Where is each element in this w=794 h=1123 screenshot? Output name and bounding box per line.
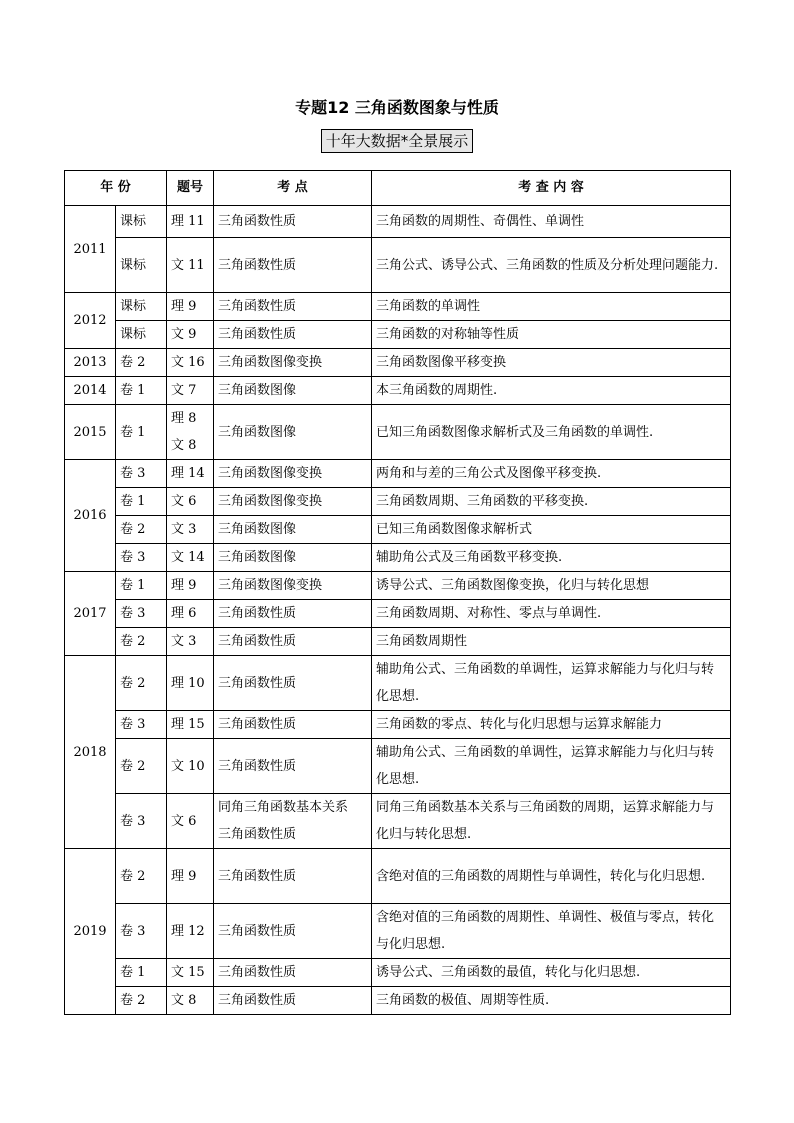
paper-cell: 课标 — [116, 206, 167, 238]
number-cell: 理 10 — [167, 656, 214, 711]
paper-cell: 卷 1 — [116, 488, 167, 516]
point-cell: 三角函数图像变换 — [214, 460, 372, 488]
number-cell: 理 8 文 8 — [167, 405, 214, 460]
number-cell: 文 8 — [167, 987, 214, 1015]
point-cell: 三角函数性质 — [214, 904, 372, 959]
content-cell: 已知三角函数图像求解析式 — [372, 516, 731, 544]
number-cell: 文 6 — [167, 488, 214, 516]
table-row — [65, 377, 731, 405]
paper-cell: 卷 2 — [116, 628, 167, 656]
paper-cell: 卷 2 — [116, 656, 167, 711]
paper-cell: 卷 3 — [116, 460, 167, 488]
table-row — [65, 794, 731, 849]
content-cell: 三角函数的极值、周期等性质. — [372, 987, 731, 1015]
paper-cell: 卷 1 — [116, 377, 167, 405]
table-row — [65, 488, 731, 516]
page-title: 专题12 三角函数图象与性质 — [295, 98, 499, 117]
header-year: 年 份 — [65, 171, 167, 206]
paper-cell: 卷 2 — [116, 516, 167, 544]
table-row — [65, 711, 731, 739]
content-cell: 三角函数的零点、转化与化归思想与运算求解能力 — [372, 711, 731, 739]
exam-table — [64, 170, 731, 1015]
point-cell: 三角函数图像 — [214, 405, 372, 460]
point-cell: 同角三角函数基本关系 三角函数性质 — [214, 794, 372, 849]
number-cell: 文 11 — [167, 238, 214, 293]
point-cell: 三角函数性质 — [214, 238, 372, 293]
number-cell: 理 9 — [167, 849, 214, 904]
table-row — [65, 321, 731, 349]
year-cell: 2019 — [65, 849, 116, 1015]
point-cell: 三角函数图像变换 — [214, 349, 372, 377]
table-row — [65, 656, 731, 711]
paper-cell: 卷 3 — [116, 904, 167, 959]
point-cell: 三角函数性质 — [214, 959, 372, 987]
point-cell: 三角函数图像 — [214, 516, 372, 544]
number-cell: 理 9 — [167, 293, 214, 321]
year-cell: 2017 — [65, 572, 116, 656]
paper-cell: 卷 2 — [116, 349, 167, 377]
point-cell: 三角函数性质 — [214, 206, 372, 238]
paper-cell: 卷 3 — [116, 544, 167, 572]
point-cell: 三角函数图像变换 — [214, 488, 372, 516]
number-cell: 文 10 — [167, 739, 214, 794]
content-cell: 诱导公式、三角函数图像变换，化归与转化思想 — [372, 572, 731, 600]
table-row — [65, 600, 731, 628]
point-cell: 三角函数性质 — [214, 987, 372, 1015]
section-banner: 十年大数据*全景展示 — [321, 129, 474, 153]
point-cell: 三角函数性质 — [214, 849, 372, 904]
year-cell: 2018 — [65, 656, 116, 849]
point-cell: 三角函数图像 — [214, 377, 372, 405]
point-cell: 三角函数性质 — [214, 600, 372, 628]
table-row — [65, 572, 731, 600]
point-cell: 三角函数性质 — [214, 739, 372, 794]
content-cell: 含绝对值的三角函数的周期性与单调性，转化与化归思想. — [372, 849, 731, 904]
table-row — [65, 987, 731, 1015]
table-row — [65, 349, 731, 377]
number-cell: 理 6 — [167, 600, 214, 628]
header-number: 题号 — [167, 171, 214, 206]
content-cell: 三角公式、诱导公式、三角函数的性质及分析处理问题能力. — [372, 238, 731, 293]
year-cell: 2016 — [65, 460, 116, 572]
content-cell: 已知三角函数图像求解析式及三角函数的单调性. — [372, 405, 731, 460]
content-cell: 三角函数图像平移变换 — [372, 349, 731, 377]
table-row — [65, 628, 731, 656]
content-cell: 三角函数的对称轴等性质 — [372, 321, 731, 349]
paper-cell: 卷 3 — [116, 600, 167, 628]
point-cell: 三角函数性质 — [214, 321, 372, 349]
paper-cell: 卷 1 — [116, 572, 167, 600]
number-cell: 文 9 — [167, 321, 214, 349]
content-cell: 三角函数周期、三角函数的平移变换. — [372, 488, 731, 516]
paper-cell: 课标 — [116, 293, 167, 321]
paper-cell: 卷 2 — [116, 987, 167, 1015]
header-point: 考 点 — [214, 171, 372, 206]
point-cell: 三角函数性质 — [214, 293, 372, 321]
number-cell: 文 3 — [167, 628, 214, 656]
table-row — [65, 238, 731, 293]
number-cell: 文 16 — [167, 349, 214, 377]
paper-cell: 卷 2 — [116, 739, 167, 794]
table-row — [65, 544, 731, 572]
content-cell: 三角函数周期、对称性、零点与单调性. — [372, 600, 731, 628]
table-row — [65, 206, 731, 238]
content-cell: 三角函数周期性 — [372, 628, 731, 656]
paper-cell: 卷 1 — [116, 405, 167, 460]
year-cell: 2013 — [65, 349, 116, 377]
number-cell: 理 12 — [167, 904, 214, 959]
content-cell: 本三角函数的周期性. — [372, 377, 731, 405]
header-content: 考 查 内 容 — [372, 171, 731, 206]
paper-cell: 卷 2 — [116, 849, 167, 904]
table-row — [65, 293, 731, 321]
table-row — [65, 405, 731, 460]
year-cell: 2011 — [65, 206, 116, 293]
number-cell: 文 7 — [167, 377, 214, 405]
point-cell: 三角函数性质 — [214, 628, 372, 656]
paper-cell: 卷 1 — [116, 959, 167, 987]
paper-cell: 卷 3 — [116, 794, 167, 849]
content-cell: 辅助角公式、三角函数的单调性，运算求解能力与化归与转化思想. — [372, 739, 731, 794]
content-cell: 含绝对值的三角函数的周期性、单调性、极值与零点，转化与化归思想. — [372, 904, 731, 959]
year-cell: 2014 — [65, 377, 116, 405]
number-cell: 理 14 — [167, 460, 214, 488]
content-cell: 辅助角公式及三角函数平移变换. — [372, 544, 731, 572]
number-cell: 文 14 — [167, 544, 214, 572]
number-cell: 理 11 — [167, 206, 214, 238]
table-row — [65, 739, 731, 794]
number-cell: 文 3 — [167, 516, 214, 544]
table-row — [65, 516, 731, 544]
year-cell: 2012 — [65, 293, 116, 349]
content-cell: 三角函数的单调性 — [372, 293, 731, 321]
paper-cell: 卷 3 — [116, 711, 167, 739]
year-cell: 2015 — [65, 405, 116, 460]
number-cell: 文 6 — [167, 794, 214, 849]
paper-cell: 课标 — [116, 321, 167, 349]
table-row — [65, 904, 731, 959]
point-cell: 三角函数性质 — [214, 656, 372, 711]
content-cell: 诱导公式、三角函数的最值，转化与化归思想. — [372, 959, 731, 987]
content-cell: 三角函数的周期性、奇偶性、单调性 — [372, 206, 731, 238]
point-cell: 三角函数性质 — [214, 711, 372, 739]
content-cell: 辅助角公式、三角函数的单调性，运算求解能力与化归与转化思想. — [372, 656, 731, 711]
table-header-row — [65, 171, 731, 206]
paper-cell: 课标 — [116, 238, 167, 293]
number-cell: 理 15 — [167, 711, 214, 739]
point-cell: 三角函数图像 — [214, 544, 372, 572]
table-row — [65, 959, 731, 987]
number-cell: 文 15 — [167, 959, 214, 987]
table-row — [65, 460, 731, 488]
point-cell: 三角函数图像变换 — [214, 572, 372, 600]
number-cell: 理 9 — [167, 572, 214, 600]
content-cell: 两角和与差的三角公式及图像平移变换. — [372, 460, 731, 488]
table-row — [65, 849, 731, 904]
content-cell: 同角三角函数基本关系与三角函数的周期，运算求解能力与化归与转化思想. — [372, 794, 731, 849]
